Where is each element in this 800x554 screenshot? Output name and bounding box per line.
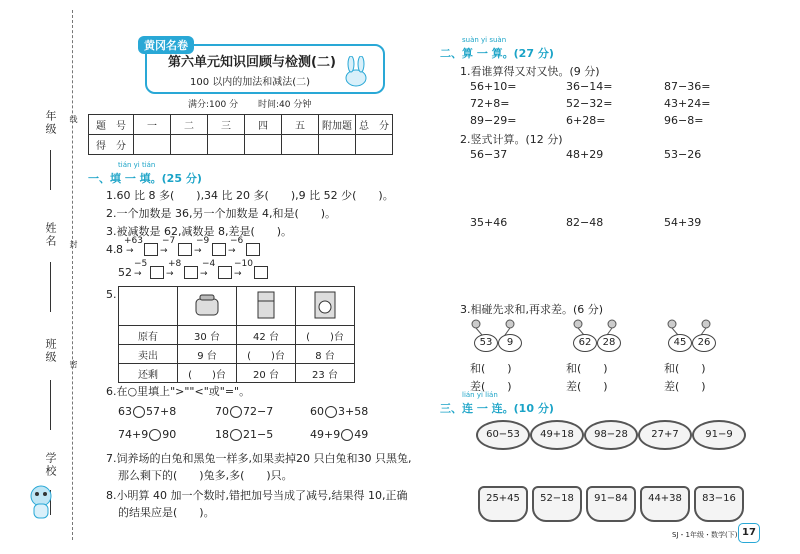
stock-blank-cell[interactable]: ( )台 [237, 345, 296, 364]
vertical-problem: 82−48 [566, 216, 604, 229]
answer-box[interactable] [184, 266, 198, 279]
oral-problem: 72+8= [470, 97, 510, 110]
s2-question-1: 1.看谁算得又对又快。(9 分) [460, 65, 600, 78]
number-ball: 9 [498, 334, 522, 352]
stock-product [296, 287, 355, 326]
s1-question-8-line1: 8.小明算 40 加一个数时,错把加号当成了减号,结果得 10,正确 [106, 489, 408, 502]
answer-box[interactable] [246, 243, 260, 256]
bottom-basket[interactable]: 83−16 [694, 486, 744, 522]
s1-question-8-line2: 的结果应是( )。 [118, 506, 215, 519]
page-subtitle: 100 以内的加法和减法(二) [190, 77, 311, 88]
stock-cell: 42 台 [237, 326, 296, 345]
footer-info: SJ・1年级・数学(下) [672, 531, 738, 539]
stock-cell: 8 台 [296, 345, 355, 364]
page-number: 17 [738, 523, 760, 543]
compare-circle[interactable] [230, 406, 242, 418]
class-label: 班级 [44, 338, 57, 364]
score-cell: 三 [208, 115, 245, 135]
stock-cell: 9 台 [178, 345, 237, 364]
oral-problem: 36−14= [566, 80, 613, 93]
mascot-illustration [26, 482, 56, 522]
grade-label: 年级 [44, 110, 57, 136]
page-title: 第六单元知识回顾与检测(二) [168, 55, 336, 70]
compare-circle[interactable] [325, 406, 337, 418]
bottom-basket[interactable]: 91−84 [586, 486, 636, 522]
section2-title: 二、算 一 算。(27 分) [440, 47, 554, 60]
stock-product [237, 287, 296, 326]
oral-problem: 87−36= [664, 80, 711, 93]
answer-box[interactable] [218, 266, 232, 279]
stock-blank-cell[interactable]: ( )台 [296, 326, 355, 345]
score-value-row [89, 135, 393, 155]
vertical-problem: 35+46 [470, 216, 508, 229]
score-cell: 总 分 [356, 115, 393, 135]
stock-cell: 30 台 [178, 326, 237, 345]
s1-question-2: 2.一个加数是 36,另一个加数是 4,和是( )。 [106, 207, 337, 220]
diff-answer[interactable]: 差( ) [470, 380, 512, 393]
top-basket[interactable]: 98−28 [584, 420, 638, 450]
s1-question-7-line2: 那么剩下的( )兔多,多( )只。 [118, 469, 293, 482]
stock-cell: 20 台 [237, 364, 296, 383]
stock-row-label: 卖出 [119, 345, 178, 364]
sum-answer[interactable]: 和( ) [664, 362, 706, 375]
name-line [50, 262, 51, 312]
s1-question-7-line1: 7.饲养场的白兔和黑兔一样多,如果卖掉20 只白兔和30 只黑兔, [106, 452, 412, 465]
top-basket[interactable]: 27+7 [638, 420, 692, 450]
score-cell: 一 [134, 115, 171, 135]
score-header-row [89, 115, 393, 135]
full-score: 满分:100 分 [188, 100, 239, 110]
oral-problem: 43+24= [664, 97, 711, 110]
oral-problem: 96−8= [664, 114, 704, 127]
fold-mark: 封 [69, 240, 78, 250]
stock-table [118, 286, 355, 383]
top-basket[interactable]: 60−53 [476, 420, 530, 450]
score-input-cell[interactable] [356, 135, 393, 155]
secret-mark: 密 [69, 360, 78, 370]
chain1-op: +63 [124, 236, 143, 246]
stock-row [119, 364, 355, 383]
chain2-op: −10 [234, 259, 253, 269]
stock-blank-cell[interactable]: ( )台 [178, 364, 237, 383]
compare-circle[interactable] [341, 429, 353, 441]
score-table [88, 114, 393, 155]
stock-product [178, 287, 237, 326]
chain2-start: 52 [118, 266, 132, 279]
answer-box[interactable] [212, 243, 226, 256]
compare-item: 49+9 49 [310, 428, 369, 441]
answer-box[interactable] [144, 243, 158, 256]
bottom-basket[interactable]: 25+45 [478, 486, 528, 522]
chain1-op: −6 [230, 236, 244, 246]
score-input-cell[interactable] [282, 135, 319, 155]
s2-question-3: 3.相碰先求和,再求差。(6 分) [460, 303, 604, 316]
section1-title: 一、填 一 填。(25 分) [88, 172, 202, 185]
section3-title: 三、连 一 连。(10 分) [440, 402, 554, 415]
grade-line [50, 150, 51, 190]
sum-answer[interactable]: 和( ) [566, 362, 608, 375]
washing-machine-icon [312, 290, 338, 320]
section2-pinyin: suàn yi suàn [462, 36, 507, 44]
chain2-op: −5 [134, 259, 148, 269]
oral-problem: 56+10= [470, 80, 517, 93]
score-cell: 四 [245, 115, 282, 135]
compare-item: 60 3+58 [310, 405, 369, 418]
compare-circle[interactable] [133, 406, 145, 418]
score-cell: 题 号 [89, 115, 134, 135]
stock-row-label: 原有 [119, 326, 178, 345]
oral-problem: 89−29= [470, 114, 517, 127]
refrigerator-icon [254, 290, 278, 320]
vertical-problem: 48+29 [566, 148, 604, 161]
vertical-problem: 53−26 [664, 148, 702, 161]
score-input-cell[interactable] [134, 135, 171, 155]
compare-item: 63 57+8 [118, 405, 177, 418]
rice-cooker-icon [192, 291, 222, 319]
stock-row [119, 345, 355, 364]
number-ball: 45 [668, 334, 692, 352]
section3-pinyin: lián yi lián [462, 391, 498, 399]
number-ball: 26 [692, 334, 716, 352]
score-cell: 附加题 [319, 115, 356, 135]
top-basket[interactable]: 91−9 [692, 420, 746, 450]
section1-pinyin: tián yi tián [118, 161, 156, 169]
stock-corner [119, 287, 178, 326]
chain1-op: −9 [196, 236, 210, 246]
vertical-problem: 54+39 [664, 216, 702, 229]
seal-mark: 线 [69, 115, 78, 125]
chain1-op: −7 [162, 236, 176, 246]
oral-problem: 6+28= [566, 114, 606, 127]
compare-item: 70 72−7 [215, 405, 274, 418]
stock-row [119, 326, 355, 345]
diff-answer[interactable]: 差( ) [566, 380, 608, 393]
number-ball: 53 [474, 334, 498, 352]
score-cell: 五 [282, 115, 319, 135]
s1-question-1: 1.60 比 8 多( ),34 比 20 多( ),9 比 52 少( )。 [106, 189, 394, 202]
brand-logo: 黄冈名卷 [138, 36, 194, 54]
rabbit-illustration [338, 56, 374, 88]
score-input-cell[interactable] [171, 135, 208, 155]
stock-image-row [119, 287, 355, 326]
vertical-problem: 56−37 [470, 148, 508, 161]
name-label: 姓名 [44, 222, 57, 248]
s1-question-6: 6.在○里填上">""<"或"="。 [106, 385, 251, 398]
compare-circle[interactable] [149, 429, 161, 441]
chain1-start: 8 [116, 243, 123, 256]
answer-box[interactable] [150, 266, 164, 279]
class-line [50, 380, 51, 430]
diff-answer[interactable]: 差( ) [664, 380, 706, 393]
compare-item: 74+9 90 [118, 428, 177, 441]
bottom-basket[interactable]: 52−18 [532, 486, 582, 522]
time-limit: 时间:40 分钟 [258, 100, 312, 110]
chain2-op: −4 [202, 259, 216, 269]
bottom-basket[interactable]: 44+38 [640, 486, 690, 522]
compare-circle[interactable] [230, 429, 242, 441]
binding-dashed-line [72, 10, 73, 540]
s1-question-3: 3.被减数是 62,减数是 8,差是( )。 [106, 225, 293, 238]
oral-problem: 52−32= [566, 97, 613, 110]
stock-row-label: 还剩 [119, 364, 178, 383]
answer-box[interactable] [254, 266, 268, 279]
score-input-cell[interactable] [245, 135, 282, 155]
score-input-cell[interactable] [319, 135, 356, 155]
chain2-op: +8 [168, 259, 182, 269]
s1-question-5-label: 5. [106, 288, 117, 301]
compare-item: 18 21−5 [215, 428, 274, 441]
s2-question-2: 2.竖式计算。(12 分) [460, 133, 563, 146]
score-cell: 得 分 [89, 135, 134, 155]
stock-cell: 23 台 [296, 364, 355, 383]
number-ball: 28 [597, 334, 621, 352]
s1-question-4-label: 4. [106, 243, 117, 256]
number-ball: 62 [573, 334, 597, 352]
score-cell: 二 [171, 115, 208, 135]
sum-answer[interactable]: 和( ) [470, 362, 512, 375]
score-input-cell[interactable] [208, 135, 245, 155]
answer-box[interactable] [178, 243, 192, 256]
school-label: 学校 [44, 452, 57, 478]
top-basket[interactable]: 49+18 [530, 420, 584, 450]
